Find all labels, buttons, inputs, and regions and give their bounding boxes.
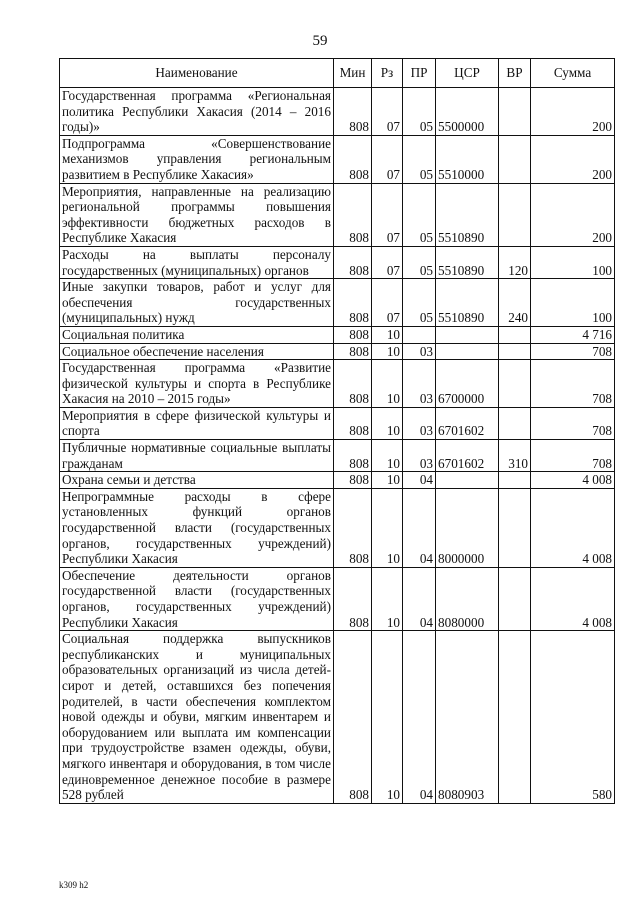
header-rz: Рз <box>372 59 403 88</box>
table-row <box>60 183 615 246</box>
row-vr <box>499 360 531 408</box>
row-min: 808 <box>334 183 372 246</box>
row-pr: 05 <box>403 135 436 183</box>
row-rz: 07 <box>372 246 403 278</box>
row-name: Обеспечение деятельности органов государственной власти (государственных органов, государственных учреждений) Республики Хакасия <box>60 567 334 630</box>
row-csr: 6701602 <box>436 407 499 439</box>
footer-code: k309 h2 <box>59 880 89 890</box>
row-rz: 10 <box>372 360 403 408</box>
header-min: Мин <box>334 59 372 88</box>
row-name: Мероприятия в сфере физической культуры и спорта <box>60 407 334 439</box>
table-row <box>60 360 615 408</box>
header-pr: ПР <box>403 59 436 88</box>
row-csr: 6701602 <box>436 440 499 472</box>
row-pr: 03 <box>403 407 436 439</box>
row-min: 808 <box>334 631 372 804</box>
row-min: 808 <box>334 488 372 567</box>
row-csr: 5510890 <box>436 279 499 327</box>
row-name: Мероприятия, направленные на реализацию региональной программы повышения эффективности бюджетных расходов в Республике Хакасия <box>60 183 334 246</box>
row-pr: 03 <box>403 360 436 408</box>
row-vr <box>499 631 531 804</box>
row-pr <box>403 326 436 343</box>
row-sum: 580 <box>531 631 615 804</box>
row-sum: 4 716 <box>531 326 615 343</box>
row-name: Государственная программа «Развитие физической культуры и спорта в Республике Хакасия на 2010 – 2015 годы» <box>60 360 334 408</box>
row-name: Иные закупки товаров, работ и услуг для обеспечения государственных (муниципальных) нужд <box>60 279 334 327</box>
row-min: 808 <box>334 472 372 489</box>
table-row <box>60 407 615 439</box>
row-name: Непрограммные расходы в сфере установленных функций органов государственной власти (государственных органов, государственных учреждений) Республики Хакасия <box>60 488 334 567</box>
row-pr: 05 <box>403 246 436 278</box>
budget-table <box>59 58 615 804</box>
row-name: Подпрограмма «Совершенствование механизмов управления региональным развитием в Республике Хакасия» <box>60 135 334 183</box>
row-sum: 708 <box>531 343 615 360</box>
row-name: Публичные нормативные социальные выплаты гражданам <box>60 440 334 472</box>
header-csr: ЦСР <box>436 59 499 88</box>
row-csr: 8000000 <box>436 488 499 567</box>
row-vr <box>499 88 531 136</box>
header-vr: ВР <box>499 59 531 88</box>
row-rz: 10 <box>372 326 403 343</box>
row-sum: 708 <box>531 360 615 408</box>
row-vr <box>499 326 531 343</box>
row-pr: 04 <box>403 631 436 804</box>
row-min: 808 <box>334 343 372 360</box>
row-rz: 07 <box>372 279 403 327</box>
table-row <box>60 631 615 804</box>
row-rz: 10 <box>372 440 403 472</box>
row-csr: 5510000 <box>436 135 499 183</box>
table-row <box>60 343 615 360</box>
header-name: Наименование <box>60 59 334 88</box>
row-min: 808 <box>334 360 372 408</box>
row-min: 808 <box>334 326 372 343</box>
table-header <box>60 59 615 88</box>
row-pr: 04 <box>403 488 436 567</box>
row-sum: 4 008 <box>531 488 615 567</box>
row-name: Социальная политика <box>60 326 334 343</box>
row-sum: 200 <box>531 135 615 183</box>
row-pr: 05 <box>403 279 436 327</box>
row-sum: 100 <box>531 279 615 327</box>
row-pr: 03 <box>403 440 436 472</box>
table-row <box>60 246 615 278</box>
table-row <box>60 567 615 630</box>
row-vr <box>499 183 531 246</box>
row-csr: 5510890 <box>436 183 499 246</box>
row-vr <box>499 488 531 567</box>
row-sum: 200 <box>531 88 615 136</box>
row-pr: 04 <box>403 567 436 630</box>
row-min: 808 <box>334 440 372 472</box>
row-min: 808 <box>334 407 372 439</box>
row-rz: 07 <box>372 135 403 183</box>
row-rz: 07 <box>372 88 403 136</box>
row-csr: 6700000 <box>436 360 499 408</box>
row-vr <box>499 407 531 439</box>
row-rz: 10 <box>372 488 403 567</box>
page-number: 59 <box>312 33 328 49</box>
row-name: Социальное обеспечение населения <box>60 343 334 360</box>
row-pr: 03 <box>403 343 436 360</box>
row-min: 808 <box>334 135 372 183</box>
row-sum: 100 <box>531 246 615 278</box>
row-sum: 4 008 <box>531 567 615 630</box>
row-csr: 8080903 <box>436 631 499 804</box>
table-row <box>60 472 615 489</box>
row-rz: 10 <box>372 567 403 630</box>
table-row <box>60 488 615 567</box>
row-name: Охрана семьи и детства <box>60 472 334 489</box>
row-rz: 10 <box>372 407 403 439</box>
row-name: Социальная поддержка выпускников республиканских и муниципальных образовательных организаций из числа детей-сирот и детей, оставшихся без попечения родителей, в части обеспечения комплектом новой одежды и обуви, мягким инвентарем и оборудованием или выплата им компенсации при трудоустройстве взамен одежды, обуви, мягкого инвентаря и оборудования, в том числе единовременное денежное пособие в размере 528 рублей <box>60 631 334 804</box>
row-csr <box>436 343 499 360</box>
row-pr: 05 <box>403 88 436 136</box>
row-sum: 200 <box>531 183 615 246</box>
row-csr: 8080000 <box>436 567 499 630</box>
row-vr: 120 <box>499 246 531 278</box>
row-name: Расходы на выплаты персоналу государственных (муниципальных) органов <box>60 246 334 278</box>
row-vr: 310 <box>499 440 531 472</box>
row-rz: 10 <box>372 472 403 489</box>
row-pr: 05 <box>403 183 436 246</box>
row-sum: 4 008 <box>531 472 615 489</box>
row-min: 808 <box>334 88 372 136</box>
header-sum: Сумма <box>531 59 615 88</box>
row-name: Государственная программа «Региональная политика Республики Хакасия (2014 – 2016 годы)» <box>60 88 334 136</box>
table-row <box>60 326 615 343</box>
table-row <box>60 88 615 136</box>
row-pr: 04 <box>403 472 436 489</box>
table-row <box>60 440 615 472</box>
row-vr <box>499 567 531 630</box>
row-rz: 10 <box>372 343 403 360</box>
row-min: 808 <box>334 246 372 278</box>
row-vr: 240 <box>499 279 531 327</box>
row-rz: 07 <box>372 183 403 246</box>
row-vr <box>499 472 531 489</box>
table-row <box>60 279 615 327</box>
row-csr: 5500000 <box>436 88 499 136</box>
row-sum: 708 <box>531 440 615 472</box>
row-vr <box>499 135 531 183</box>
row-min: 808 <box>334 279 372 327</box>
row-csr <box>436 472 499 489</box>
row-min: 808 <box>334 567 372 630</box>
row-csr: 5510890 <box>436 246 499 278</box>
row-csr <box>436 326 499 343</box>
table-row <box>60 135 615 183</box>
row-rz: 10 <box>372 631 403 804</box>
row-sum: 708 <box>531 407 615 439</box>
row-vr <box>499 343 531 360</box>
